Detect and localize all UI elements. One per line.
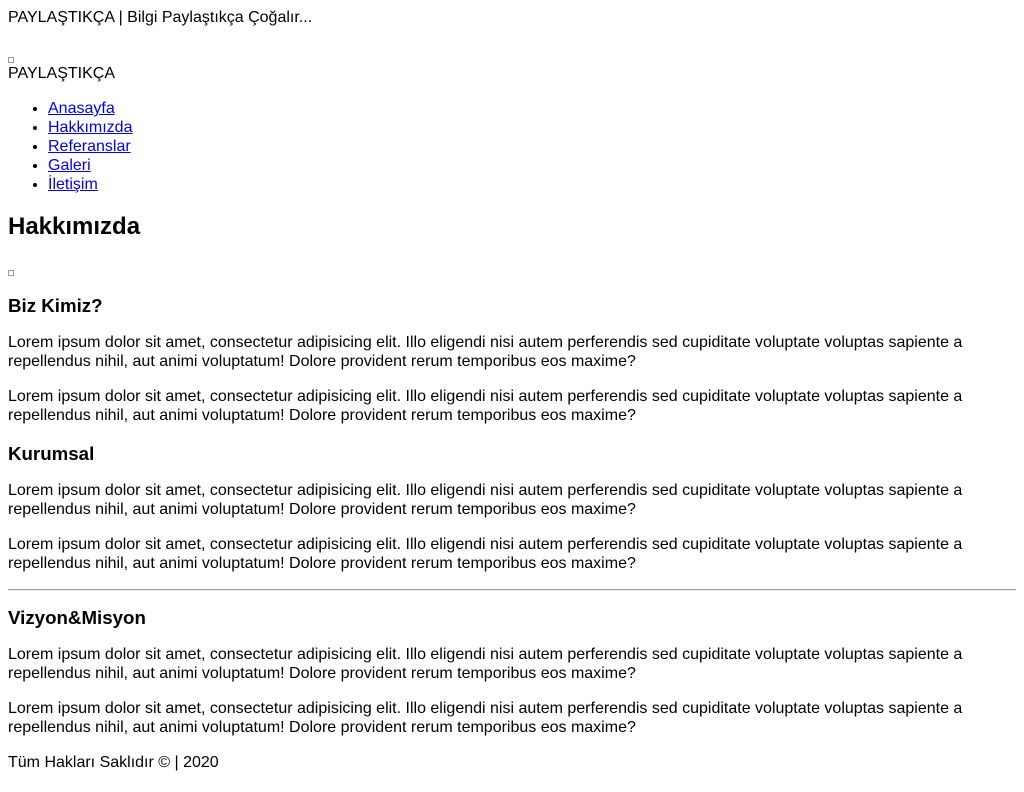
logo — [8, 48, 1016, 83]
nav-item-referanslar — [48, 137, 1016, 156]
section-heading: Vizyon&Misyon — [8, 607, 146, 628]
nav-item-galeri — [48, 156, 1016, 175]
footer — [8, 753, 1016, 772]
nav-item-anasayfa — [48, 99, 1016, 118]
section-vizyon-misyon — [8, 607, 1016, 737]
nav-link-galeri[interactable]: Galeri — [48, 157, 91, 174]
nav-link-iletisim[interactable]: İletişim — [48, 176, 98, 193]
nav-link-referanslar[interactable]: Referanslar — [48, 138, 131, 155]
nav-link-hakkimizda[interactable]: Hakkımızda — [48, 119, 133, 136]
section-paragraph: Lorem ipsum dolor sit amet, consectetur adipisicing elit. Illo eligendi nisi autem perferendis sed cupiditate voluptate voluptas sapiente a repellendus nihil, aut animi voluptatum! Dolore provident rerum temporibus eos maxime? — [8, 700, 963, 736]
copyright-text: Tüm Hakları Saklıdır © | 2020 — [8, 754, 219, 771]
section-image-row — [8, 261, 1016, 277]
logo-text: PAYLAŞTIKÇA — [8, 65, 115, 82]
section-paragraph: Lorem ipsum dolor sit amet, consectetur adipisicing elit. Illo eligendi nisi autem perferendis sed cupiditate voluptate voluptas sapiente a repellendus nihil, aut animi voluptatum! Dolore provident rerum temporibus eos maxime? — [8, 646, 963, 682]
nav-item-hakkimizda — [48, 118, 1016, 137]
site-title: PAYLAŞTIKÇA | Bilgi Paylaştıkça Çoğalır... — [8, 9, 313, 26]
main-content — [8, 213, 1016, 737]
site-header — [8, 8, 1016, 83]
broken-image-icon — [8, 57, 14, 63]
section-heading: Kurumsal — [8, 443, 95, 464]
section-paragraph: Lorem ipsum dolor sit amet, consectetur adipisicing elit. Illo eligendi nisi autem perferendis sed cupiditate voluptate voluptas sapiente a repellendus nihil, aut animi voluptatum! Dolore provident rerum temporibus eos maxime? — [8, 334, 963, 370]
section-paragraph: Lorem ipsum dolor sit amet, consectetur adipisicing elit. Illo eligendi nisi autem perferendis sed cupiditate voluptate voluptas sapiente a repellendus nihil, aut animi voluptatum! Dolore provident rerum temporibus eos maxime? — [8, 482, 963, 518]
page-title: Hakkımızda — [8, 213, 141, 240]
nav-link-anasayfa[interactable]: Anasayfa — [48, 100, 115, 117]
section-paragraph: Lorem ipsum dolor sit amet, consectetur adipisicing elit. Illo eligendi nisi autem perferendis sed cupiditate voluptate voluptas sapiente a repellendus nihil, aut animi voluptatum! Dolore provident rerum temporibus eos maxime? — [8, 388, 963, 424]
section-divider — [8, 589, 1016, 591]
main-nav — [8, 99, 1016, 194]
section-paragraph: Lorem ipsum dolor sit amet, consectetur adipisicing elit. Illo eligendi nisi autem perferendis sed cupiditate voluptate voluptas sapiente a repellendus nihil, aut animi voluptatum! Dolore provident rerum temporibus eos maxime? — [8, 536, 963, 572]
section-kurumsal — [8, 443, 1016, 573]
broken-image-icon — [8, 270, 14, 276]
section-heading: Biz Kimiz? — [8, 295, 103, 316]
logo-image-row — [8, 48, 1016, 64]
section-biz-kimiz — [8, 295, 1016, 425]
nav-item-iletisim — [48, 175, 1016, 194]
